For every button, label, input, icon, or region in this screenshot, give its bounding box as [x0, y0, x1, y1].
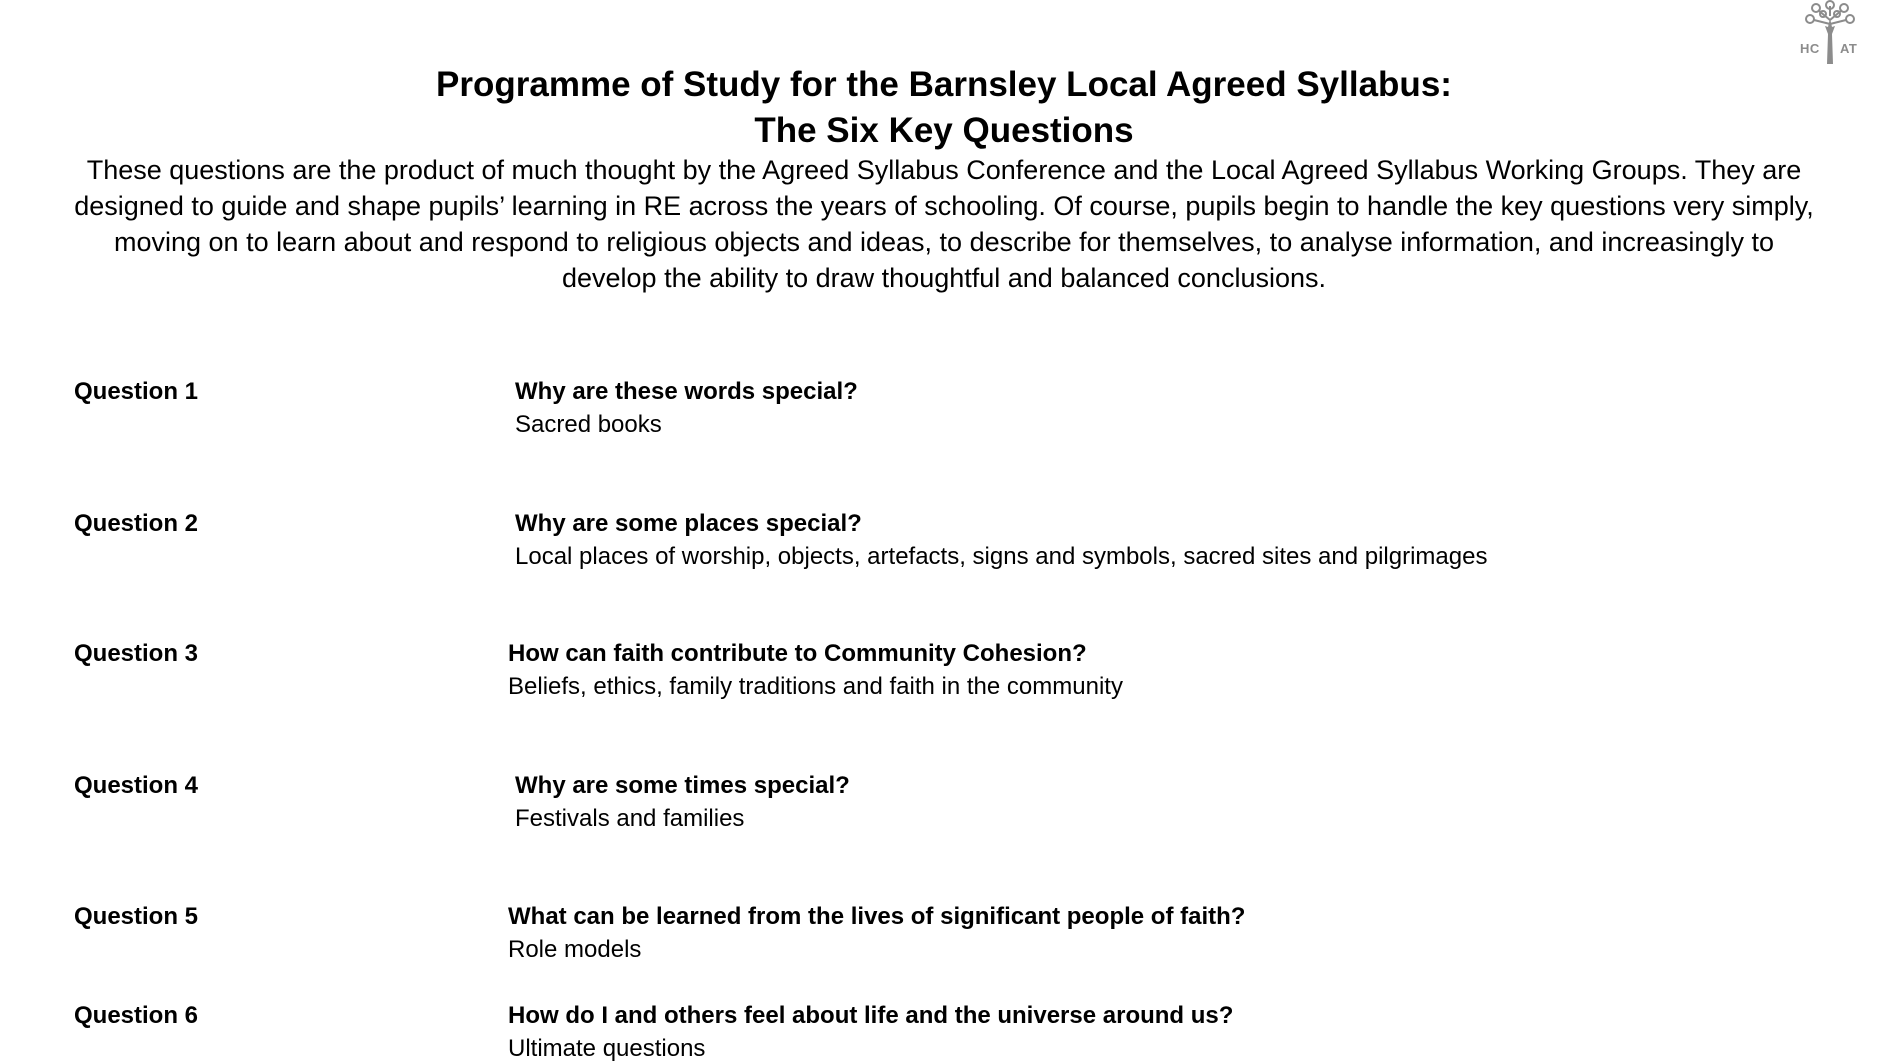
question-body [508, 1001, 1888, 1064]
question-heading: Why are these words special? [515, 378, 858, 405]
intro-paragraph: These questions are the product of much thought by the Agreed Syllabus Conference and the Local Agreed Syllabus Working Groups. They are designed to guide and shape pupils’ learning in RE across the years of schooling. Of course, pupils begin to handle the key questions very simply, moving on to learn about and respond to religious objects and ideas, to describe for themselves, to analyse information, and increasingly to develop the ability to draw thoughtful and balanced conclusions. [74, 155, 1814, 293]
question-topic: Beliefs, ethics, family traditions and faith in the community [508, 673, 1123, 700]
question-topic: Ultimate questions [508, 1035, 706, 1062]
question-topic: Festivals and families [515, 805, 745, 832]
hcat-logo [1790, 0, 1870, 64]
question-body [515, 377, 1888, 440]
question-label: Question 5 [74, 903, 199, 930]
question-label: Question 1 [74, 378, 199, 405]
question-body [515, 509, 1888, 572]
page-title [0, 62, 1888, 154]
question-heading: Why are some times special? [515, 772, 850, 799]
question-body [508, 639, 1888, 702]
logo-text-at: AT [1840, 41, 1858, 56]
page-title-line-2: The Six Key Questions [754, 111, 1134, 150]
question-label: Question 2 [74, 510, 199, 537]
question-topic: Sacred books [515, 411, 662, 438]
question-topic: Local places of worship, objects, artefacts, signs and symbols, sacred sites and pilgrimages [515, 543, 1488, 570]
question-heading: How do I and others feel about life and the universe around us? [508, 1002, 1234, 1029]
question-heading: Why are some places special? [515, 510, 862, 537]
question-body [515, 771, 1888, 834]
question-heading: What can be learned from the lives of significant people of faith? [508, 903, 1246, 930]
question-label: Question 4 [74, 772, 199, 799]
question-label: Question 6 [74, 1002, 199, 1029]
question-heading: How can faith contribute to Community Cohesion? [508, 640, 1087, 667]
question-label: Question 3 [74, 640, 199, 667]
page-title-line-1: Programme of Study for the Barnsley Local Agreed Syllabus: [436, 65, 1452, 104]
logo-text-hc: HC [1800, 41, 1820, 56]
question-body [508, 902, 1888, 965]
question-topic: Role models [508, 936, 642, 963]
